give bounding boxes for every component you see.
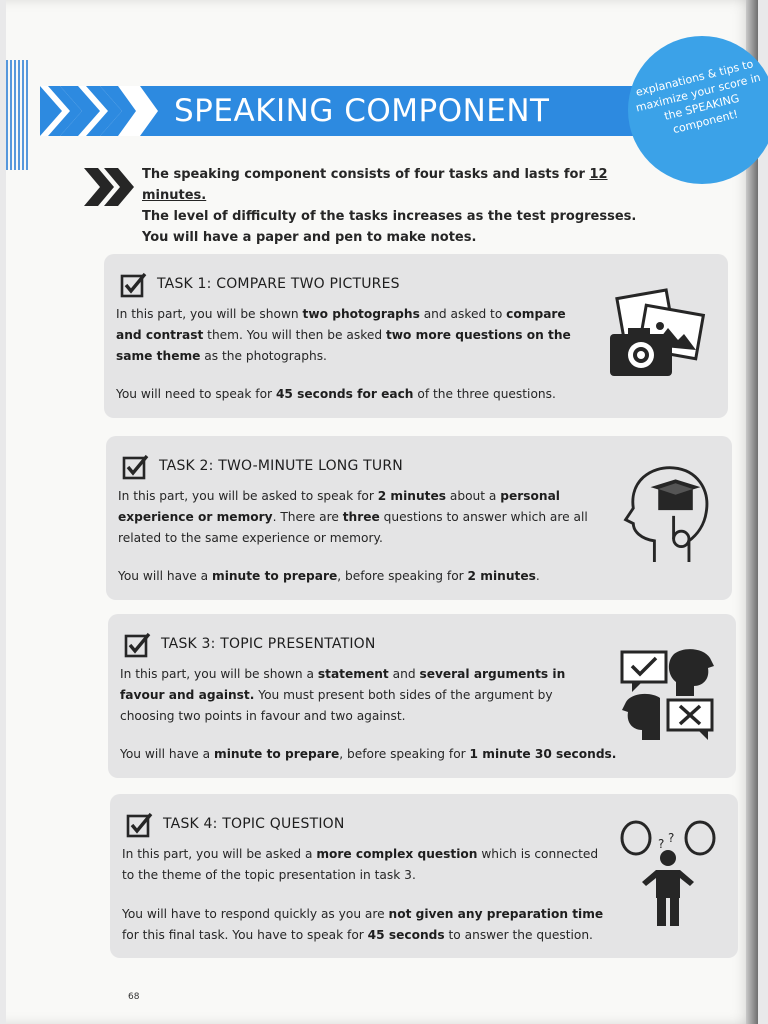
emphasis-text: 2 minutes [377, 489, 447, 503]
task-title: TASK 2: TWO-MINUTE LONG TURN [159, 458, 403, 474]
tips-badge-text: explanations & tips to maximize your score in the SPEAKING component! [634, 57, 762, 137]
emphasis-text: not given any preparation time [388, 907, 604, 921]
person-question-icon [618, 820, 718, 930]
emphasis-text: minute to prepare [212, 569, 338, 583]
svg-text:?: ? [668, 831, 675, 845]
task-card-1 [104, 254, 728, 418]
task-title: TASK 3: TOPIC PRESENTATION [161, 636, 376, 652]
task-title: TASK 4: TOPIC QUESTION [163, 816, 345, 832]
emphasis-text: statement [317, 667, 389, 681]
emphasis-text: personal experience or memory [118, 489, 560, 524]
task-card-2 [106, 436, 732, 600]
emphasis-text: two photographs [302, 307, 420, 321]
checkbox-icon [124, 631, 151, 658]
task-card-3 [108, 614, 736, 778]
task-description: In this part, you will be asked a more complex question which is connected to the theme of the topic presentation in task 3. [122, 847, 599, 882]
intro-duration: 12 minutes. [142, 167, 608, 203]
checkbox-icon [120, 271, 147, 298]
emphasis-text: compare and contrast [116, 307, 566, 342]
emphasis-text: two more questions on the same theme [116, 328, 571, 363]
svg-text:?: ? [658, 837, 665, 851]
task-timing: You will have to respond quickly as you are not given any preparation time for this final task. You have to speak for 45 seconds to answer the question. [122, 907, 604, 942]
task-timing: You will need to speak for 45 seconds for each of the three questions. [116, 387, 556, 401]
emphasis-text: 45 seconds [367, 928, 445, 942]
task-title: TASK 1: COMPARE TWO PICTURES [157, 276, 400, 292]
intro-line-3: You will have a paper and pen to make notes. [142, 230, 477, 245]
task-timing: You will have a minute to prepare, before speaking for 2 minutes. [118, 569, 540, 583]
task-description: In this part, you will be asked to speak for 2 minutes about a personal experience or memory. There are three questions to answer which are all related to the same experience or memory. [118, 489, 588, 545]
emphasis-text: minute to prepare [214, 747, 340, 761]
intro-line-2: The level of difficulty of the tasks increases as the test progresses. [142, 209, 637, 224]
emphasis-text: more complex question [316, 847, 478, 861]
book-page [6, 0, 762, 1024]
chevrons-icon [40, 86, 158, 136]
task-description: In this part, you will be shown two photographs and asked to compare and contrast them. You will then be asked two more questions on the same theme as the photographs. [116, 307, 571, 363]
checkbox-icon [126, 811, 153, 838]
page-title: SPEAKING COMPONENT [174, 93, 550, 129]
emphasis-text: 2 minutes [467, 569, 536, 583]
page-edge-left [6, 60, 28, 170]
page-number: 68 [128, 992, 140, 1002]
emphasis-text: 45 seconds for each [275, 387, 414, 401]
emphasis-text: several arguments in favour and against. [120, 667, 566, 702]
checkbox-icon [122, 453, 149, 480]
debate-icon [618, 646, 718, 742]
double-chevron-icon [84, 168, 136, 206]
head-memory-icon [616, 462, 712, 564]
camera-photos-icon [606, 288, 706, 380]
intro-text [142, 164, 662, 248]
emphasis-text: three [342, 510, 380, 524]
task-card-4 [110, 794, 738, 958]
emphasis-text: 1 minute 30 seconds. [469, 747, 617, 761]
task-description: In this part, you will be shown a statement and several arguments in favour and against. You must present both sides of the argument by choosing two points in favour and two against. [120, 667, 566, 723]
intro-line-1: The speaking component consists of four tasks and lasts for [142, 167, 590, 182]
task-timing: You will have a minute to prepare, before speaking for 1 minute 30 seconds. [120, 747, 617, 761]
